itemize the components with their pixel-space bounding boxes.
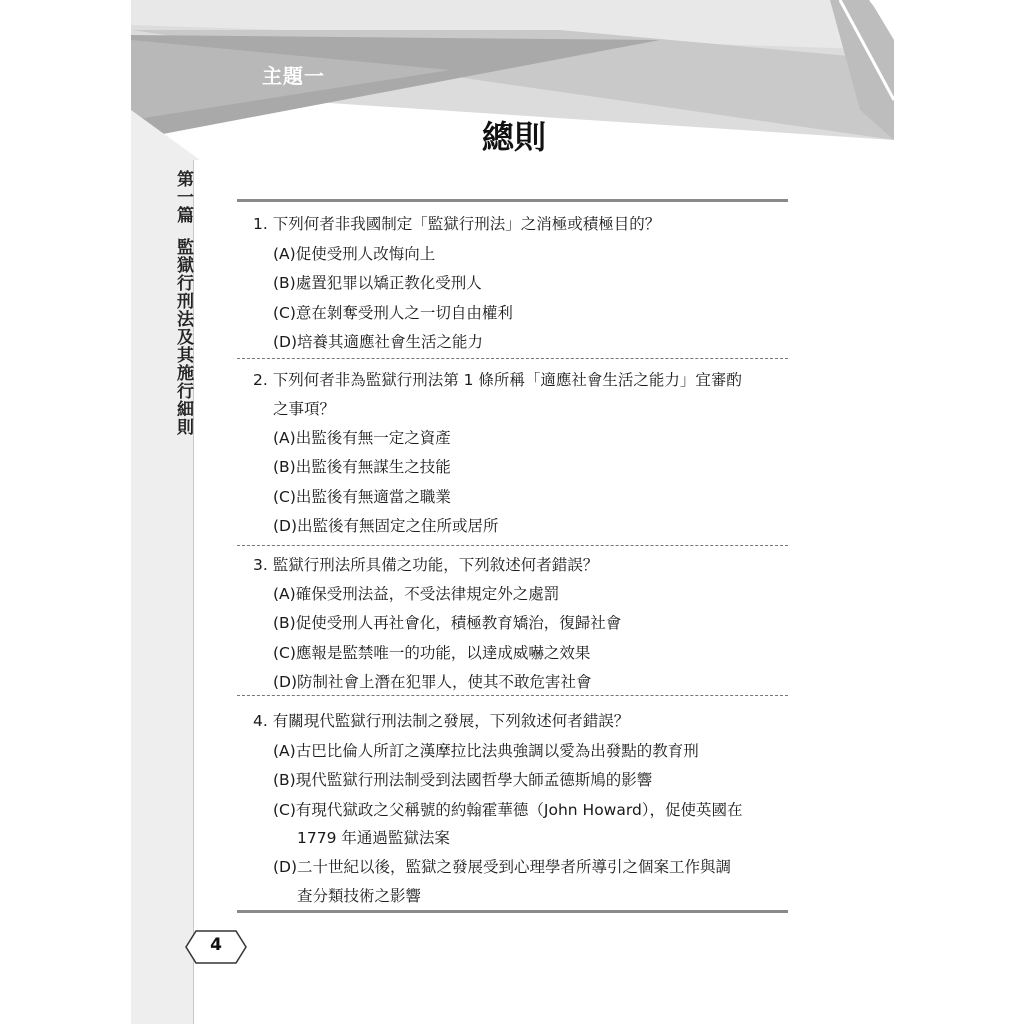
top-rule [237, 199, 788, 202]
side-label-part: 第一篇 [173, 170, 193, 224]
question-1-stem: 1. 下列何者非我國制定「監獄行刑法」之消極或積極目的？ [253, 215, 661, 233]
question-2-option-a: (A)出監後有無一定之資產 [273, 429, 451, 447]
question-4-option-d: (D)二十世紀以後，監獄之發展受到心理學者所導引之個案工作與調 [273, 858, 732, 876]
question-3-option-b: (B)促使受刑人再社會化，積極教育矯治，復歸社會 [273, 614, 622, 632]
question-1-option-d: (D)培養其適應社會生活之能力 [273, 333, 484, 351]
question-2-option-d: (D)出監後有無固定之住所或居所 [273, 517, 499, 535]
question-4-option-c-cont: 1779 年通過監獄法案 [297, 829, 450, 847]
page-title [0, 112, 1024, 158]
question-1-option-b: (B)處置犯罪以矯正教化受刑人 [273, 274, 482, 292]
question-4-stem: 4. 有關現代監獄行刑法制之發展，下列敘述何者錯誤？ [253, 712, 630, 730]
question-divider [237, 695, 788, 696]
question-4-option-d-cont: 查分類技術之影響 [297, 887, 422, 905]
question-4-option-a: (A)古巴比倫人所訂之漢摩拉比法典強調以愛為出發點的教育刑 [273, 742, 699, 760]
question-4-option-c: (C)有現代獄政之父稱號的約翰霍華德（John Howard），促使英國在 [273, 801, 743, 819]
question-divider [237, 545, 788, 546]
question-1-option-a: (A)促使受刑人改悔向上 [273, 245, 436, 263]
question-3-option-c: (C)應報是監禁唯一的功能，以達成威嚇之效果 [273, 644, 591, 662]
question-2-option-c: (C)出監後有無適當之職業 [273, 488, 451, 506]
page-number: 4 [210, 935, 222, 955]
question-2-option-b: (B)出監後有無謀生之技能 [273, 458, 451, 476]
question-2-stem: 2. 下列何者非為監獄行刑法第 1 條所稱「適應社會生活之能力」宜審酌 [253, 371, 742, 389]
side-label-name: 監獄行刑法及其施行細則 [173, 238, 193, 436]
page-title-text: 總則 [481, 118, 546, 156]
side-label [172, 170, 194, 436]
question-4-option-b: (B)現代監獄行刑法制受到法國哲學大師孟德斯鳩的影響 [273, 771, 653, 789]
bottom-rule [237, 910, 788, 913]
question-divider [237, 358, 788, 359]
question-3-option-a: (A)確保受刑法益，不受法律規定外之處罰 [273, 585, 560, 603]
question-3-stem: 3. 監獄行刑法所具備之功能，下列敘述何者錯誤？ [253, 556, 599, 574]
chapter-label: 主題一 [262, 64, 325, 88]
question-1-option-c: (C)意在剝奪受刑人之一切自由權利 [273, 304, 513, 322]
question-3-option-d: (D)防制社會上潛在犯罪人，使其不敢危害社會 [273, 673, 592, 691]
question-2-stem-cont: 之事項？ [273, 400, 336, 418]
